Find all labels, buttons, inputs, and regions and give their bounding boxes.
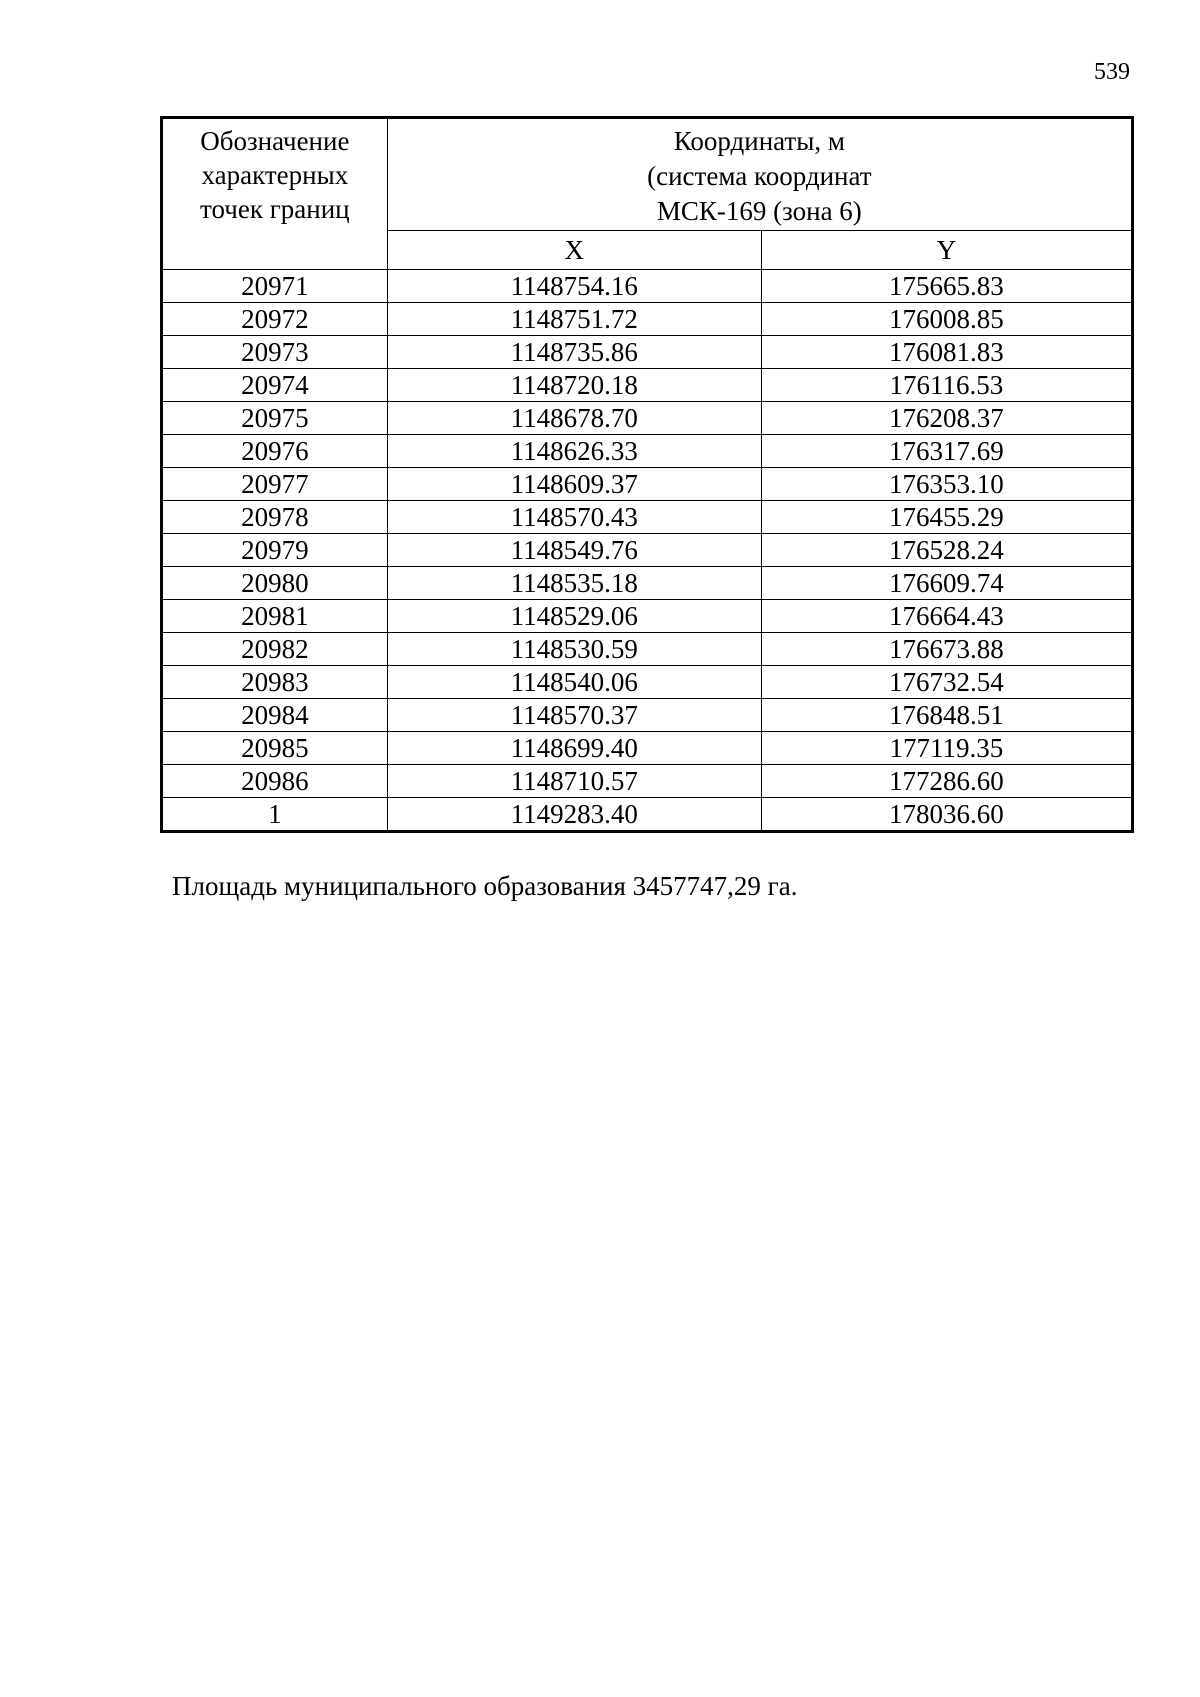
cell-y: 176673.88 xyxy=(761,633,1132,666)
cell-y: 176008.85 xyxy=(761,303,1132,336)
header-name-line: характерных xyxy=(201,160,349,190)
header-point-designation xyxy=(162,118,388,270)
cell-point-id: 20985 xyxy=(162,732,388,765)
table-row xyxy=(162,270,1133,303)
cell-point-id: 20978 xyxy=(162,501,388,534)
cell-point-id: 1 xyxy=(162,798,388,832)
cell-y: 178036.60 xyxy=(761,798,1132,832)
cell-y: 176116.53 xyxy=(761,369,1132,402)
cell-point-id: 20971 xyxy=(162,270,388,303)
table-row xyxy=(162,303,1133,336)
header-coords-line: (система координат xyxy=(647,161,872,191)
cell-point-id: 20974 xyxy=(162,369,388,402)
cell-x: 1148540.06 xyxy=(387,666,761,699)
cell-x: 1148754.16 xyxy=(387,270,761,303)
cell-x: 1148735.86 xyxy=(387,336,761,369)
coordinates-table xyxy=(160,116,1134,833)
cell-x: 1148626.33 xyxy=(387,435,761,468)
cell-y: 176528.24 xyxy=(761,534,1132,567)
cell-point-id: 20983 xyxy=(162,666,388,699)
cell-y: 176664.43 xyxy=(761,600,1132,633)
cell-x: 1148529.06 xyxy=(387,600,761,633)
table-body xyxy=(162,270,1133,832)
cell-y: 176081.83 xyxy=(761,336,1132,369)
header-coordinates xyxy=(387,118,1132,231)
header-y: Y xyxy=(761,231,1132,270)
cell-x: 1148570.43 xyxy=(387,501,761,534)
cell-point-id: 20977 xyxy=(162,468,388,501)
table-row xyxy=(162,567,1133,600)
header-name-line: точек границ xyxy=(200,194,350,224)
cell-x: 1148530.59 xyxy=(387,633,761,666)
cell-point-id: 20986 xyxy=(162,765,388,798)
cell-x: 1148549.76 xyxy=(387,534,761,567)
table-row xyxy=(162,501,1133,534)
cell-x: 1148570.37 xyxy=(387,699,761,732)
table-row xyxy=(162,633,1133,666)
table-row xyxy=(162,534,1133,567)
table-row xyxy=(162,600,1133,633)
cell-y: 176609.74 xyxy=(761,567,1132,600)
cell-point-id: 20975 xyxy=(162,402,388,435)
cell-x: 1148720.18 xyxy=(387,369,761,402)
table-row xyxy=(162,369,1133,402)
table-row xyxy=(162,468,1133,501)
cell-point-id: 20982 xyxy=(162,633,388,666)
cell-y: 177286.60 xyxy=(761,765,1132,798)
cell-point-id: 20984 xyxy=(162,699,388,732)
cell-y: 175665.83 xyxy=(761,270,1132,303)
cell-y: 177119.35 xyxy=(761,732,1132,765)
cell-point-id: 20976 xyxy=(162,435,388,468)
table-row xyxy=(162,336,1133,369)
table-row xyxy=(162,699,1133,732)
cell-point-id: 20973 xyxy=(162,336,388,369)
cell-y: 176353.10 xyxy=(761,468,1132,501)
cell-x: 1148710.57 xyxy=(387,765,761,798)
header-coords-line: МСК-169 (зона 6) xyxy=(656,196,862,226)
cell-point-id: 20980 xyxy=(162,567,388,600)
cell-point-id: 20979 xyxy=(162,534,388,567)
cell-x: 1148678.70 xyxy=(387,402,761,435)
cell-point-id: 20972 xyxy=(162,303,388,336)
area-note: Площадь муниципального образования 3457747,29 га. xyxy=(172,871,798,901)
cell-x: 1148751.72 xyxy=(387,303,761,336)
header-x: X xyxy=(387,231,761,270)
cell-x: 1148609.37 xyxy=(387,468,761,501)
cell-y: 176848.51 xyxy=(761,699,1132,732)
cell-y: 176732.54 xyxy=(761,666,1132,699)
table-row xyxy=(162,666,1133,699)
table-row xyxy=(162,798,1133,832)
table-row xyxy=(162,435,1133,468)
cell-x: 1148699.40 xyxy=(387,732,761,765)
table-row xyxy=(162,402,1133,435)
cell-y: 176208.37 xyxy=(761,402,1132,435)
header-name-line: Обозначение xyxy=(200,126,350,156)
cell-point-id: 20981 xyxy=(162,600,388,633)
cell-x: 1148535.18 xyxy=(387,567,761,600)
cell-y: 176317.69 xyxy=(761,435,1132,468)
cell-x: 1149283.40 xyxy=(387,798,761,832)
page-number: 539 xyxy=(1094,59,1130,85)
table-row xyxy=(162,765,1133,798)
header-coords-line: Координаты, м xyxy=(673,126,845,156)
table-row xyxy=(162,732,1133,765)
cell-y: 176455.29 xyxy=(761,501,1132,534)
